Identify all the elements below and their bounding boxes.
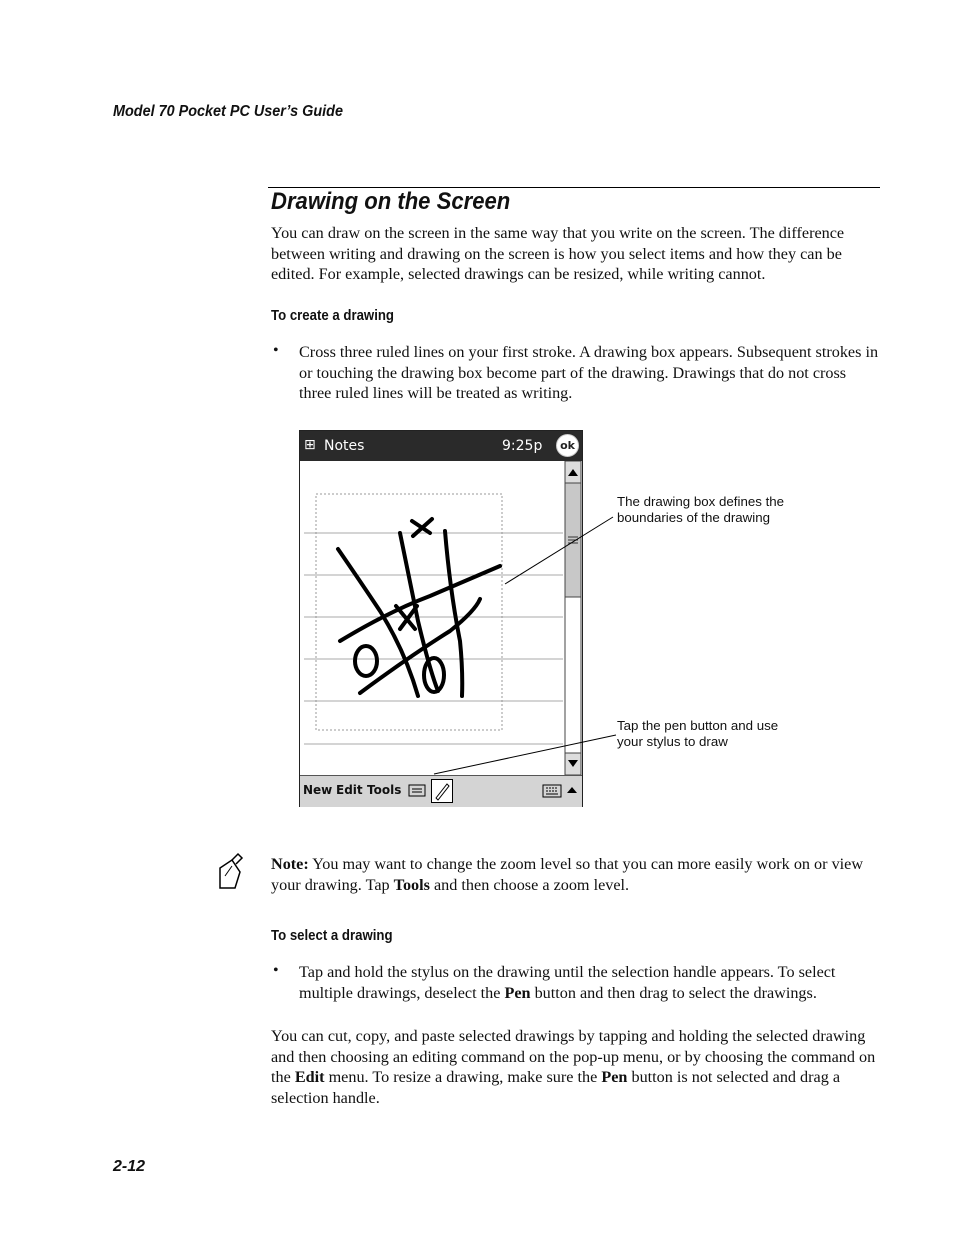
- note-label: Note:: [271, 855, 309, 873]
- callout-pen-button: Tap the pen button and use your stylus to draw: [617, 718, 779, 749]
- menu-tools[interactable]: Tools: [367, 783, 402, 797]
- input-keyboard-icon[interactable]: [542, 784, 562, 798]
- para-pen: Pen: [601, 1068, 628, 1086]
- note-icon: [218, 852, 244, 892]
- start-menu-icon[interactable]: ⊞: [304, 437, 316, 453]
- note-paragraph: [271, 854, 883, 895]
- select-pen: Pen: [504, 983, 531, 1002]
- pen-icon[interactable]: [431, 779, 453, 803]
- keyboard-icon[interactable]: [408, 784, 426, 798]
- create-drawing-heading: To create a drawing: [271, 307, 394, 324]
- create-drawing-bullet: Cross three ruled lines on your first stroke. A drawing box appears. Subsequent strokes in or touching the drawing box become part of the drawing. Drawings that do not cross three ruled lines will be treated as writing.: [299, 343, 879, 402]
- callout-drawing-box: The drawing box defines the boundaries of the drawing: [617, 494, 785, 525]
- ok-button[interactable]: ok: [556, 434, 579, 457]
- menu-edit[interactable]: Edit: [336, 783, 363, 797]
- clock: 9:25p: [502, 438, 543, 454]
- edit-paragraph: [271, 1026, 883, 1108]
- menu-new[interactable]: New: [303, 783, 333, 797]
- select-drawing-heading: To select a drawing: [271, 927, 393, 944]
- bullet-marker: •: [273, 342, 279, 359]
- select-text-1: Tap and hold the stylus on the drawing until the selection handle appears. To select multiple drawings, deselect the: [299, 963, 836, 1002]
- note-text-2: and then choose a zoom level.: [429, 875, 630, 894]
- input-arrow-icon[interactable]: [566, 785, 578, 795]
- para-edit: Edit: [294, 1068, 325, 1086]
- callout-lines: [430, 510, 620, 780]
- page-number: 2-12: [113, 1158, 146, 1175]
- para-text-2: menu. To resize a drawing, make sure the: [324, 1068, 602, 1086]
- bullet-marker: •: [273, 962, 279, 979]
- para-text-3: button is not selected and drag a selection handle.: [271, 1068, 841, 1107]
- para-text-1: You can cut, copy, and paste selected drawings by tapping and holding the selected drawing and then choosing an editing command on the pop-up menu, or by choosing the command on the: [271, 1027, 876, 1086]
- running-header: Model 70 Pocket PC User’s Guide: [113, 103, 343, 120]
- select-drawing-bullet: [299, 962, 881, 1003]
- select-text-2: button and then drag to select the drawings.: [530, 983, 817, 1002]
- title-bar: [300, 431, 582, 461]
- section-title: Drawing on the Screen: [271, 188, 511, 215]
- app-title: Notes: [324, 438, 365, 454]
- note-tools: Tools: [393, 875, 430, 894]
- note-text-1: You may want to change the zoom level so that you can more easily work on or view your drawing. Tap: [271, 855, 864, 894]
- intro-paragraph: You can draw on the screen in the same way that you write on the screen. The difference between writing and drawing on the screen is how you select items and how they can be edited. For example, selected drawings can be resized, while writing cannot.: [271, 224, 845, 283]
